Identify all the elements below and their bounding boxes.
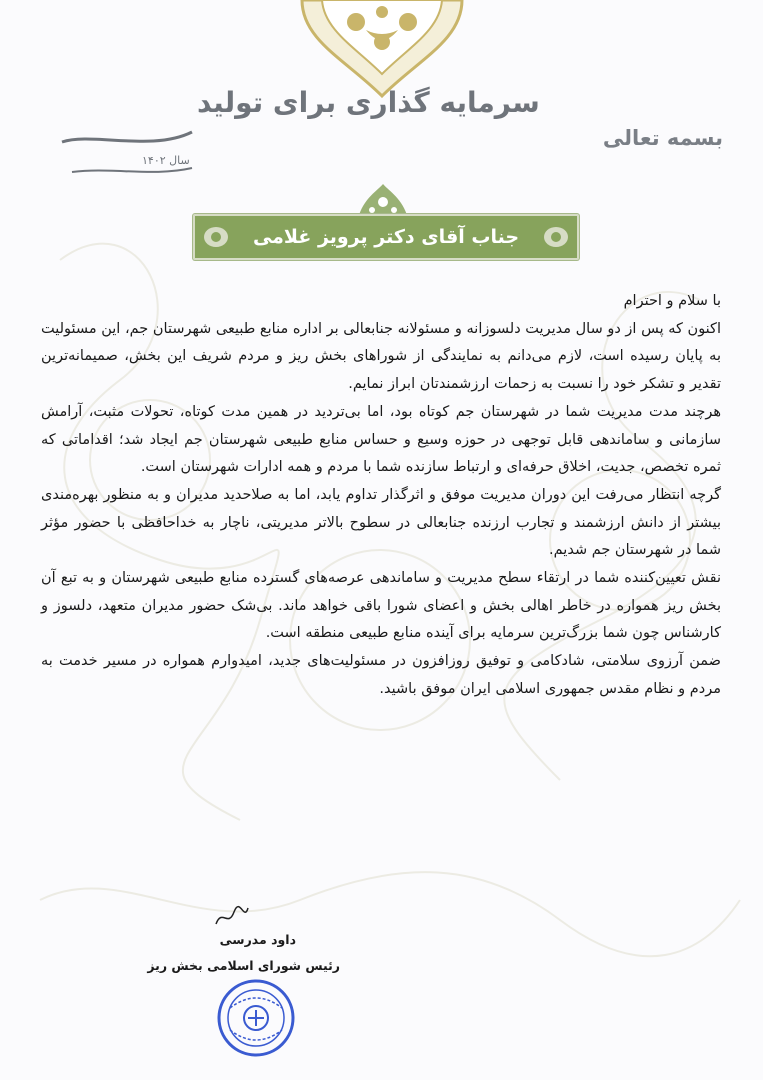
signer-title: رئیس شورای اسلامی بخش ریز bbox=[147, 958, 340, 973]
basmala-heading: بسمه تعالی bbox=[602, 126, 723, 150]
signer-name: داود مدرسی bbox=[219, 932, 296, 947]
letter-body bbox=[41, 288, 721, 704]
slogan-calligraphy bbox=[52, 72, 540, 184]
slogan-year: سال ۱۴۰۲ bbox=[142, 154, 190, 167]
letter-paragraph: هرچند مدت مدیریت شما در شهرستان جم کوتاه بود، اما بی‌تردید در همین مدت کوتاه، تحولات مثبت، آرامش سازمانی و ساماندهی قابل توجهی در حوزه وسیع و حساس منابع طبیعی شهرستان جم ایجاد شد؛ اقداماتی که ثمره تخصص، جدیت، اخلاق حرفه‌ای و ارتباط سازنده شما با مردم و همه ادارات شهرستان است. bbox=[41, 403, 721, 476]
slogan-text: سرمایه گذاری برای تولید bbox=[197, 86, 540, 119]
banner-crown-ornament bbox=[354, 184, 412, 218]
rosette-ornament-icon bbox=[203, 225, 229, 249]
letter-paragraph: نقش تعیین‌کننده شما در ارتقاء سطح مدیریت و ساماندهی عرصه‌های گسترده منابع طبیعی شهرستان و به تبع آن بخش ریز همواره در خاطر اهالی بخش و اعضای شورا باقی خواهد ماند. بی‌شک حضور مدیران متعهد، دلسوز و کارشناس چون شما بزرگ‌ترین سرمایه برای آینده منابع طبیعی منطقه است. bbox=[41, 570, 721, 642]
greeting: با سلام و احترام bbox=[623, 293, 721, 309]
letter-paragraph: اکنون که پس از دو سال مدیریت دلسوزانه و مسئولانه جنابعالی بر اداره منابع طبیعی شهرستان جم، این مسئولیت به پایان رسیده است، لازم می‌دانم به نمایندگی از شوراهای بخش ریز و مردم شریف این بخش، صمیمانه‌ترین تقدیر و تشکر خود را نسبت به زحمات ارزشمندتان ابراز نمایم. bbox=[41, 320, 721, 393]
top-gold-ornament bbox=[296, 0, 468, 100]
rosette-ornament-icon bbox=[543, 225, 569, 249]
official-seal-stamp bbox=[216, 978, 296, 1058]
handwritten-signature bbox=[212, 902, 252, 930]
letter-paragraph: ضمن آرزوی سلامتی، شادکامی و توفیق روزافزون در مسئولیت‌های جدید، امیدوارم همواره در مسیر خدمت به مردم و نظام مقدس جمهوری اسلامی ایران موفق باشید. bbox=[41, 653, 721, 697]
recipient-name: جناب آقای دکتر پرویز غلامی bbox=[252, 226, 520, 248]
signature-block bbox=[147, 902, 340, 1072]
recipient-banner bbox=[193, 214, 579, 260]
letter-paragraph: گرچه انتظار می‌رفت این دوران مدیریت موفق و اثرگذار تداوم یابد، اما به صلاحدید مدیران و به منظور بهره‌مندی بیشتر از دانش ارزشمند و تجارب ارزنده جنابعالی در سطوح بالاتر مدیریتی، ناچار به خداحافظی با حضور مؤثر شما در شهرستان جم شدیم. bbox=[41, 486, 721, 559]
